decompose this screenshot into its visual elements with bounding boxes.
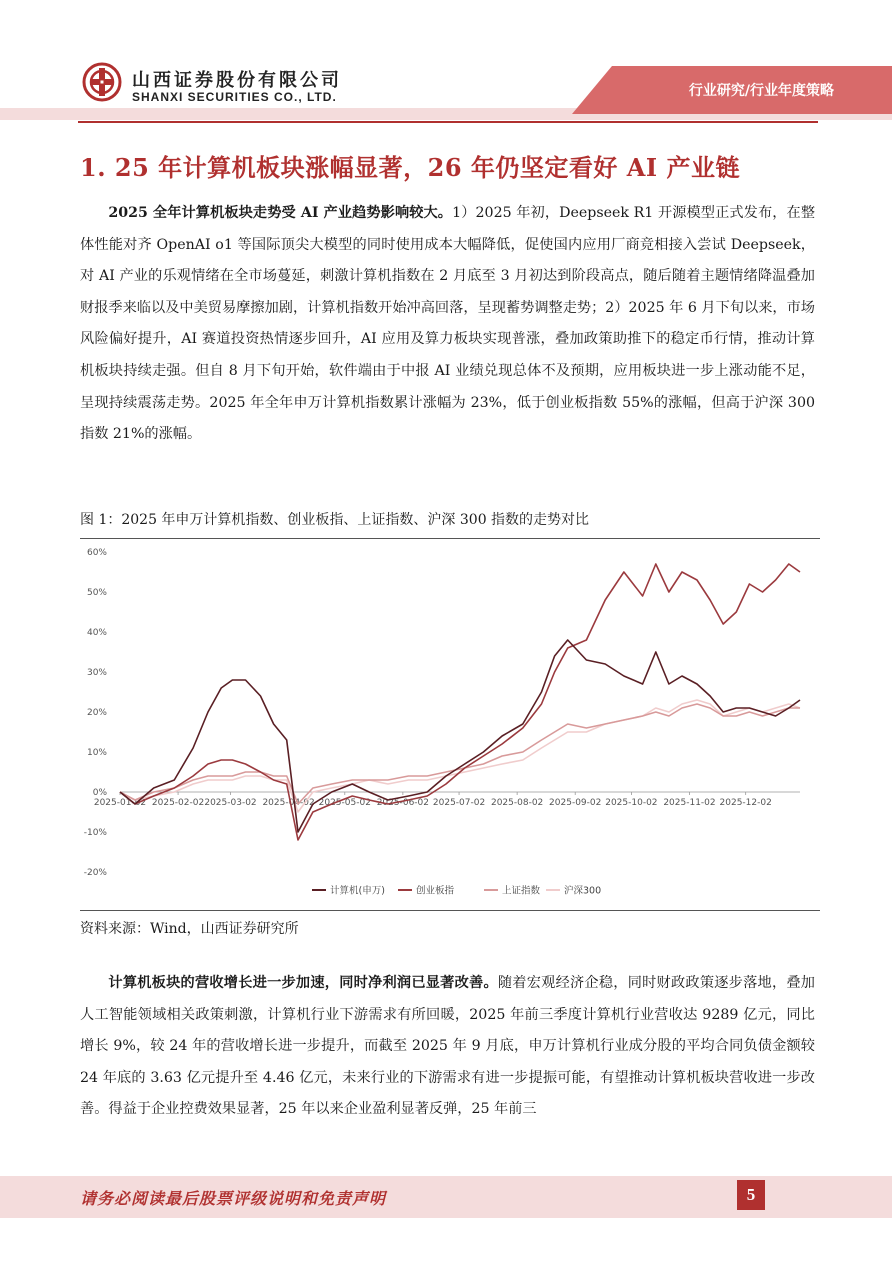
line-chart	[80, 540, 820, 908]
x-tick-label: 2025-05-02	[318, 798, 371, 808]
legend-label: 沪深300	[564, 885, 602, 897]
y-tick-label: 50%	[86, 588, 107, 598]
y-tick-label: -20%	[83, 868, 107, 878]
paragraph-1	[80, 198, 815, 451]
paragraph-2-text: 随着宏观经济企稳，同时财政政策逐步落地，叠加人工智能领域相关政策刺激，计算机行业下游需求有所回暖，2025 年前三季度计算机行业营收达 9289 亿元，同比增长 9%，较 24 年的营收增长进一步提升，而截至 2025 年 9 月底，申万计算机行业成分股的平均合同负债金额较 24 年底的 3.63 亿元提升至 4.46 亿元，未来行业的下游需求有进一步提振可能，有望推动计算机板块营收进一步改善。得益于企业控费效果显著，25 年以来企业盈利显著反弹，25 年前三	[80, 975, 815, 1118]
y-tick-label: 10%	[86, 748, 107, 758]
legend-label: 计算机(申万)	[330, 885, 385, 897]
x-tick-label: 2025-09-02	[549, 798, 602, 808]
x-tick-label: 2025-07-02	[432, 798, 486, 808]
y-tick-label: 0%	[92, 788, 107, 798]
series-line	[120, 700, 800, 812]
legend-label: 上证指数	[502, 885, 541, 897]
y-tick-label: 20%	[86, 708, 107, 718]
x-tick-label: 2025-10-02	[605, 798, 658, 808]
paragraph-1-lead: 2025 全年计算机板块走势受 AI 产业趋势影响较大。	[108, 205, 453, 221]
paragraph-1-text: 1）2025 年初，Deepseek R1 开源模型正式发布，在整体性能对齐 OpenAI o1 等国际顶尖大模型的同时使用成本大幅降低，促使国内应用厂商竞相接入尝试 Deepseek，对 AI 产业的乐观情绪在全市场蔓延，刺激计算机指数在 2 月底至 3 月初达到阶段高点，随后随着主题情绪降温叠加财报季来临以及中美贸易摩擦加剧，计算机指数开始冲高回落，呈现蓄势调整走势；2）2025 年 6 月下旬以来，市场风险偏好提升，AI 赛道投资热情逐步回升，AI 应用及算力板块实现普涨，叠加政策助推下的稳定币行情，推动计算机板块持续走强。但自 8 月下旬开始，软件端由于中报 AI 业绩兑现总体不及预期，应用板块进一步上涨动能不足，呈现持续震荡走势。2025 年全年申万计算机指数累计涨幅为 23%，低于创业板指数 55%的涨幅，但高于沪深 300 指数 21%的涨幅。	[80, 205, 816, 443]
y-tick-label: -10%	[83, 828, 107, 838]
x-tick-label: 2025-04-02	[262, 798, 315, 808]
y-axis	[84, 548, 108, 878]
company-logo-icon	[82, 62, 122, 102]
footer-disclaimer[interactable]: 请务必阅读最后股票评级说明和免责声明	[80, 1189, 387, 1208]
y-tick-label: 30%	[86, 668, 107, 678]
figure-top-rule	[80, 538, 820, 539]
x-tick-label: 2025-06-02	[376, 798, 430, 808]
figure-bottom-rule	[80, 910, 820, 911]
x-tick-label: 2025-08-02	[490, 798, 544, 808]
company-name-cn: 山西证券股份有限公司	[132, 70, 342, 91]
y-tick-label: 40%	[86, 628, 107, 638]
section-title: 1. 25 年计算机板块涨幅显著，26 年仍坚定看好 AI 产业链	[80, 153, 740, 182]
series-line	[120, 704, 800, 804]
header-divider	[78, 121, 818, 123]
legend	[312, 885, 601, 897]
report-type-label: 行业研究/行业年度策略	[688, 83, 834, 99]
x-axis	[94, 792, 800, 808]
figure-source: 资料来源：Wind，山西证券研究所	[80, 921, 299, 937]
x-tick-label: 2025-11-02	[663, 798, 716, 808]
x-tick-label: 2025-02-02	[151, 798, 205, 808]
company-name-en: SHANXI SECURITIES CO., LTD.	[132, 90, 337, 104]
x-tick-label: 2025-12-02	[719, 798, 772, 808]
x-tick-label: 2025-03-02	[204, 798, 257, 808]
page-header	[0, 0, 892, 128]
paragraph-2-lead: 计算机板块的营收增长进一步加速，同时净利润已显著改善。	[108, 975, 498, 991]
figure-title: 图 1：2025 年申万计算机指数、创业板指、上证指数、沪深 300 指数的走势对比	[80, 512, 590, 528]
page-number: 5	[737, 1180, 765, 1210]
x-tick-label: 2025-01-02	[93, 798, 147, 808]
y-tick-label: 60%	[86, 548, 107, 558]
legend-label: 创业板指	[416, 885, 455, 897]
paragraph-2	[80, 968, 815, 1126]
